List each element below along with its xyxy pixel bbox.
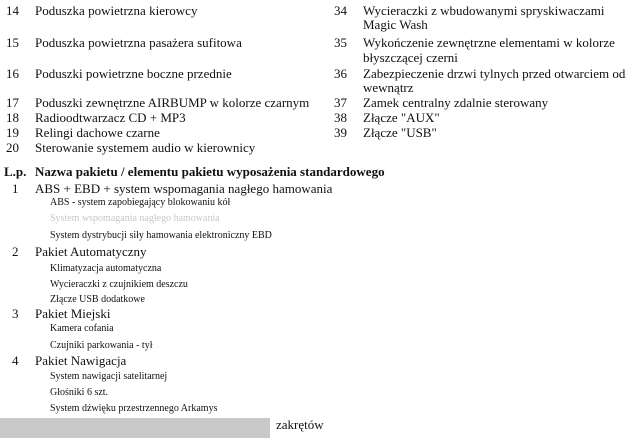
package-item: Kamera cofania xyxy=(50,323,114,334)
item-text: Poduszka powietrzna kierowcy xyxy=(35,3,198,18)
package-item: Klimatyzacja automatyczna xyxy=(50,263,162,274)
package-item: ABS - system zapobiegający blokowaniu kół xyxy=(50,197,231,208)
item-number: 35 xyxy=(334,35,347,50)
footer-fragment: zakrętów xyxy=(276,417,324,432)
package-name: Pakiet Miejski xyxy=(35,306,111,321)
item-text: Radioodtwarzacz CD + MP3 xyxy=(35,110,186,125)
package-number: 4 xyxy=(12,353,19,368)
item-number: 14 xyxy=(6,3,19,18)
package-number: 3 xyxy=(12,306,19,321)
item-number: 39 xyxy=(334,125,347,140)
item-text: Poduszka powietrzna pasażera sufitowa xyxy=(35,35,242,50)
package-number: 2 xyxy=(12,244,19,259)
item-text: Zabezpieczenie drzwi tylnych przed otwarciem od xyxy=(363,66,626,81)
item-text: Zamek centralny zdalnie sterowany xyxy=(363,95,549,110)
item-number: 34 xyxy=(334,3,347,18)
package-heading: Nazwa pakietu / elementu pakietu wyposażenia standardowego xyxy=(35,164,385,179)
item-number: 36 xyxy=(334,66,347,81)
item-number: 17 xyxy=(6,95,19,110)
item-number: 18 xyxy=(6,110,19,125)
package-item: System wspomagania nagłego hamowania xyxy=(50,213,220,224)
item-number: 15 xyxy=(6,35,19,50)
package-item: Wycieraczki z czujnikiem deszczu xyxy=(50,279,188,290)
package-name: Pakiet Nawigacja xyxy=(35,353,127,368)
item-number: 37 xyxy=(334,95,347,110)
package-item: Złącze USB dodatkowe xyxy=(50,294,145,305)
package-item: Głośniki 6 szt. xyxy=(50,387,109,398)
item-text: Poduszki powietrzne boczne przednie xyxy=(35,66,232,81)
package-item: System dźwięku przestrzennego Arkamys xyxy=(50,403,218,414)
item-text-continuation: wewnątrz xyxy=(363,80,414,95)
item-number: 20 xyxy=(6,140,19,155)
item-text: Złącze "AUX" xyxy=(363,110,440,125)
lp-heading: L.p. xyxy=(4,164,27,179)
package-item: System nawigacji satelitarnej xyxy=(50,371,168,382)
item-text: Relingi dachowe czarne xyxy=(35,125,160,140)
package-number: 1 xyxy=(12,181,19,196)
item-text: Złącze "USB" xyxy=(363,125,437,140)
item-number: 16 xyxy=(6,66,19,81)
item-text: Poduszki zewnętrzne AIRBUMP w kolorze czarnym xyxy=(35,95,310,110)
package-item: Czujniki parkowania - tył xyxy=(50,340,153,351)
package-name: ABS + EBD + system wspomagania nagłego hamowania xyxy=(35,181,333,196)
item-text: Wykończenie zewnętrzne elementami w kolorze xyxy=(363,35,615,50)
item-text: Sterowanie systemem audio w kierownicy xyxy=(35,140,256,155)
package-name: Pakiet Automatyczny xyxy=(35,244,147,259)
item-text-continuation: Magic Wash xyxy=(363,17,428,32)
item-text: Wycieraczki z wbudowanymi spryskiwaczami xyxy=(363,3,605,18)
item-number: 38 xyxy=(334,110,347,125)
item-text-continuation: błyszczącej czerni xyxy=(363,50,458,65)
item-number: 19 xyxy=(6,125,19,140)
package-item: System dystrybucji siły hamowania elektroniczny EBD xyxy=(50,230,272,241)
redacted-block xyxy=(0,418,270,438)
